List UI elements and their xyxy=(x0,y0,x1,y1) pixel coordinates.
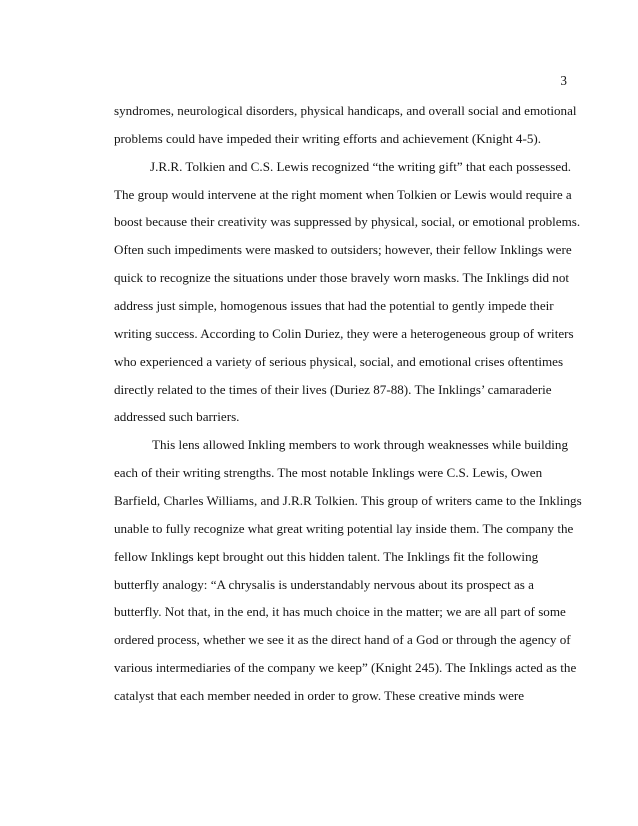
text-line: butterfly analogy: “A chrysalis is understandably nervous about its prospect as a xyxy=(114,576,534,592)
text-line-indented: This lens allowed Inkling members to work through weaknesses while building xyxy=(152,437,569,453)
text-line: catalyst that each member needed in order to grow. These creative minds were xyxy=(114,688,525,704)
text-line: each of their writing strengths. The most notable Inklings were C.S. Lewis, Owen xyxy=(114,465,543,481)
text-line: The group would intervene at the right moment when Tolkien or Lewis would require a xyxy=(114,186,572,202)
text-line: Barfield, Charles Williams, and J.R.R Tolkien. This group of writers came to the Inklings xyxy=(114,493,582,509)
text-line: addressed such barriers. xyxy=(114,409,240,425)
text-line: unable to fully recognize what great writing potential lay inside them. The company the xyxy=(114,520,574,536)
text-line: fellow Inklings kept brought out this hidden talent. The Inklings fit the following xyxy=(114,548,539,564)
text-line: quick to recognize the situations under those bravely worn masks. The Inklings did not xyxy=(114,270,570,286)
text-line: who experienced a variety of serious physical, social, and emotional crises oftentimes xyxy=(114,353,564,369)
text-line: writing success. According to Colin Duriez, they were a heterogeneous group of writers xyxy=(114,325,574,341)
text-line: butterfly. Not that, in the end, it has much choice in the matter; we are all part of some xyxy=(114,604,566,620)
text-line: directly related to the times of their lives (Duriez 87-88). The Inklings’ camaraderie xyxy=(114,381,552,397)
text-line: ordered process, whether we see it as the direct hand of a God or through the agency of xyxy=(114,632,571,648)
text-line: address just simple, homogenous issues that had the potential to gently impede their xyxy=(114,298,554,314)
text-line: problems could have impeded their writing efforts and achievement (Knight 4-5). xyxy=(114,130,541,146)
text-line-indented: J.R.R. Tolkien and C.S. Lewis recognized “the writing gift” that each possessed. xyxy=(150,158,572,174)
text-line: Often such impediments were masked to outsiders; however, their fellow Inklings were xyxy=(114,242,572,258)
text-line: boost because their creativity was suppressed by physical, social, or emotional problems. xyxy=(114,214,581,230)
page-number: 3 xyxy=(560,73,567,88)
text-line: various intermediaries of the company we keep” (Knight 245). The Inklings acted as the xyxy=(114,660,577,676)
body-text xyxy=(114,97,582,710)
text-line: syndromes, neurological disorders, physical handicaps, and overall social and emotional xyxy=(114,103,577,118)
